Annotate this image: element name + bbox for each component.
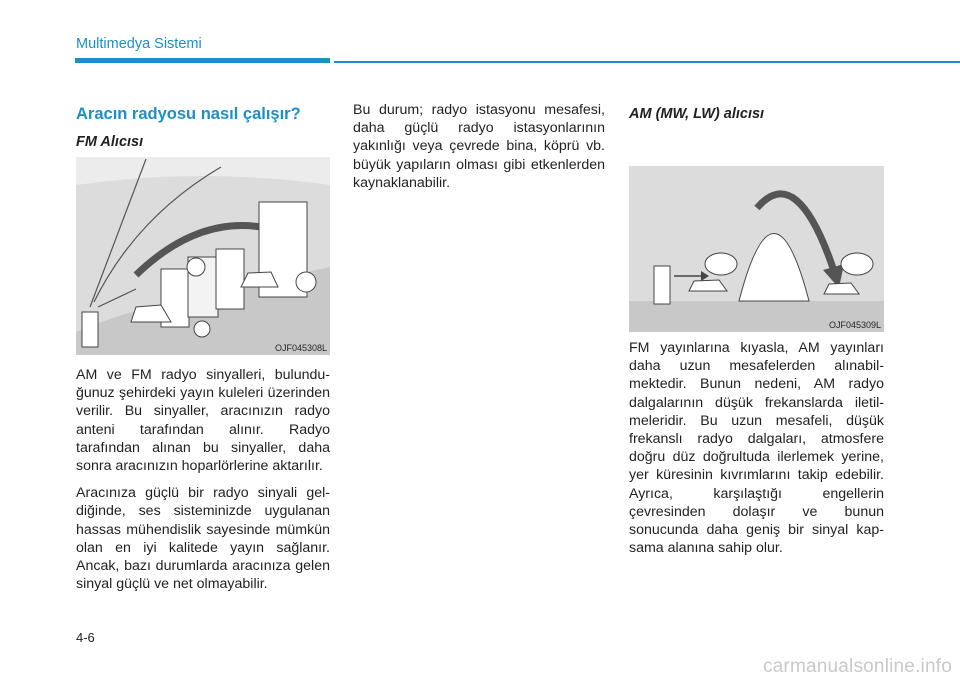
fm-paragraph-1: AM ve FM radyo sinyalleri, bulunduğunuz şehirdeki yayın kuleleri üzerinden verilir. Bu sinyaller, aracınızın radyo anteni tarafından alınır. Radyo tarafından alınan bu sinyaller, daha sonra aracınızın hoparlörlerine aktarılır. [76,367,330,475]
page-number: 4-6 [76,630,95,645]
middle-paragraph: Bu durum; radyo istasyonu mesafesi, daha güçlü radyo istasyonlarının yakınlığı veya çevrede bina, köprü vb. büyük yapıların olması gibi etkenlerden kaynaklanabilir. [353,102,605,191]
fm-illustration-drawing [76,157,330,355]
am-figure-code: OJF045309L [828,320,881,330]
am-heading: AM (MW, LW) alıcısı [629,106,765,122]
am-paragraph: FM yayınlarına kıyasla, AM yayınları daha uzun mesafelerden alınabilmektedir. Bunun nedeni, AM radyo dalgalarının düşük frekanslarda iletilmeleridir. Bu uzun mesafeli, düşük frekanslı radyo dalgaları, atmosfere doğru düz doğrultuda ilerlemek yerine, yer küresinin kıvrımlarını takip edebilir. Ayrıca, karşılaştığı engellerin çevresinden dolaşır ve bunun sonucunda daha geniş bir sinyal kapsama alanına sahip olur. [629,340,884,557]
watermark: carmanualsonline.info [762,656,952,677]
header-rule-thick [75,58,330,63]
fm-paragraph-2: Aracınıza güçlü bir radyo sinyali geldiğinde, ses sisteminizde uygulanan hassas mühendislik sayesinde mümkün olan en iyi kalitede yayın sağlanır. Ancak, bazı durumlarda aracınıza gelen sinyal güçlü ve net olmayabilir. [76,485,330,593]
fm-heading: FM Alıcısı [76,134,144,150]
fm-figure-code: OJF045308L [274,343,327,353]
am-illustration [629,166,884,332]
header-rule-thin [334,61,960,63]
am-illustration-drawing [629,166,884,332]
middle-body [353,101,605,201]
section-title: Aracın radyosu nasıl çalışır? [76,105,301,123]
chapter-title: Multimedya Sistemi [76,36,202,52]
fm-body [76,366,330,602]
fm-illustration [76,157,330,355]
am-body [629,339,884,566]
